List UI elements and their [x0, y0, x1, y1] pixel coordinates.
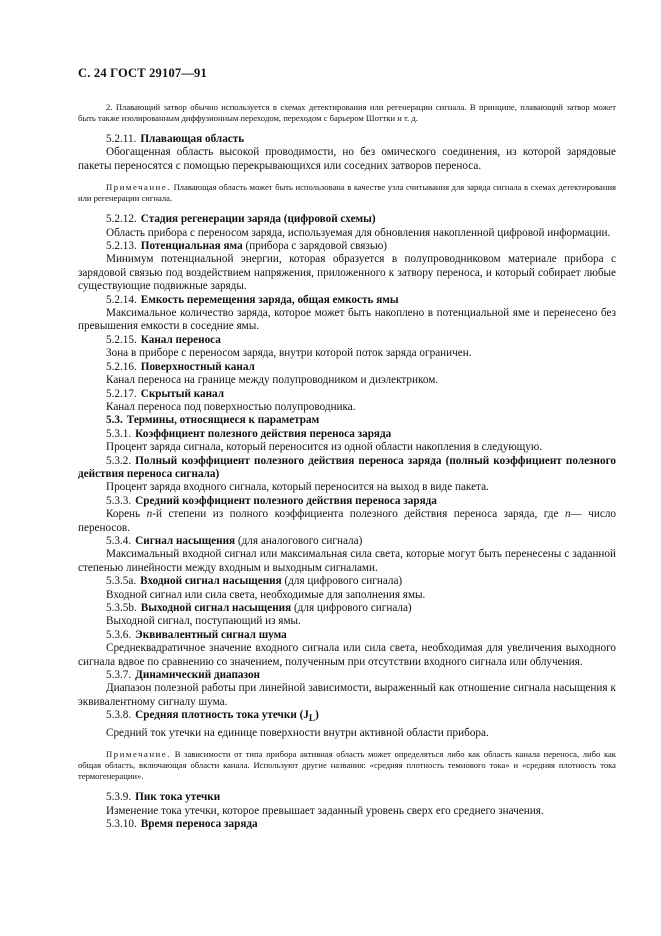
term-title: Средняя плотность тока утечки: [135, 709, 297, 722]
term-qualifier: (для цифрового сигнала): [281, 575, 403, 588]
term-title: Поверхностный канал: [140, 360, 255, 373]
definition-5-2-16: Канал переноса на границе между полупроводником и диэлектриком.: [106, 374, 439, 387]
symbol-subscript: L: [308, 714, 316, 725]
definition-5-3-7: Диапазон полезной работы при линейной зависимости, выраженный как отношение сигнала насыщения к эквивалентному сигналу шума.: [78, 682, 616, 708]
term-5-3-8: [78, 709, 616, 727]
term-title: Эквивалентный сигнал шума: [135, 628, 287, 641]
term-title: Средний коэффициент полезного действия переноса заряда: [135, 494, 437, 507]
variable-n: n: [146, 508, 153, 521]
term-number: 5.3.8.: [106, 709, 132, 722]
term-number: 5.2.11.: [106, 133, 137, 145]
definition-5-3-1: Процент заряда сигнала, который переносится из одной области накопления в следующую.: [106, 441, 543, 454]
term-qualifier: (прибора с зарядовой связью): [242, 240, 388, 253]
definition-5-3-5a: Входной сигнал или сила света, необходимые для заполнения ямы.: [106, 588, 426, 601]
variable-n: n: [564, 508, 571, 521]
term-title: Время переноса заряда: [140, 818, 258, 831]
term-5-2-12: [78, 213, 616, 226]
term-5-3-6: [78, 629, 616, 642]
note-label: Примечание.: [106, 749, 172, 760]
definition-5-3-9: Изменение тока утечки, которое превышает заданный уровень сверх его среднего значения.: [106, 804, 544, 817]
note-floating-gate: 2. Плавающий затвор обычно используется в схемах детектирования или регенерации сигнала. В принципе, плавающий затвор может быть также изолированным диффузионным переходом, переходом с барьером Шоттки и т. д.: [78, 102, 616, 123]
term-title: Потенциальная яма: [140, 240, 243, 253]
term-5-3-1: [78, 428, 616, 441]
term-5-3-5b: [78, 602, 616, 615]
term-title: Скрытый канал: [140, 387, 225, 400]
term-5-3-7: [78, 669, 616, 682]
term-5-3-2: [78, 455, 616, 482]
term-number: 5.3.10.: [106, 818, 137, 831]
term-number: 5.2.13.: [106, 240, 137, 253]
term-title: Стадия регенерации заряда (цифровой схемы): [140, 213, 376, 226]
term-5-2-11: [78, 133, 616, 146]
note-label: Примечание.: [106, 182, 172, 193]
definition-text: Корень: [106, 508, 147, 521]
term-title: Динамический диапазон: [135, 669, 260, 682]
term-number: 5.2.14.: [106, 293, 137, 306]
term-title: Выходной сигнал насыщения: [140, 602, 292, 614]
section-5-3-heading: [78, 414, 616, 427]
term-number: 5.3.5a.: [106, 575, 137, 588]
term-5-2-17: [78, 388, 616, 401]
page-header: С. 24 ГОСТ 29107—91: [78, 66, 207, 80]
term-title: Полный коэффициент полезного действия переноса заряда (полный коэффициент полезного действия переноса сигнала): [78, 454, 616, 480]
term-qualifier: (для цифрового сигнала): [291, 602, 412, 614]
term-number: 5.3.5b.: [106, 602, 137, 614]
note-floating-area: [78, 182, 616, 204]
term-title: Плавающая область: [140, 133, 245, 145]
definition-5-3-8: Средний ток утечки на единице поверхности внутри активной области прибора.: [106, 726, 489, 739]
term-number: 5.3.1.: [106, 427, 132, 440]
term-qualifier: (для аналогового сигнала): [235, 534, 363, 547]
term-title: Коэффициент полезного действия переноса заряда: [135, 427, 392, 440]
definition-5-2-12: Область прибора с переносом заряда, используемая для обновления накопленной цифровой информации.: [106, 226, 611, 239]
section-title: Термины, относящиеся к параметрам: [126, 414, 320, 427]
term-5-3-10: [78, 818, 616, 831]
definition-5-3-5b: Выходной сигнал, поступающий из ямы.: [106, 615, 301, 628]
term-5-3-3: [78, 495, 616, 508]
term-5-3-4: [78, 535, 616, 548]
term-number: 5.3.9.: [106, 791, 132, 804]
term-number: 5.2.15.: [106, 333, 137, 346]
definition-text: — число переносов.: [78, 508, 616, 534]
term-5-2-16: [78, 361, 616, 374]
definition-5-3-4: Максимальный входной сигнал или максимальная сила света, которые могут быть перенесены с заданной степенью линейности между входным и выходным сигналами.: [78, 548, 616, 574]
term-number: 5.3.3.: [106, 494, 132, 507]
definition-text: -й степени из полного коэффициента полезного действия переноса заряда, где: [152, 508, 565, 521]
note-text: В зависимости от типа прибора активная область может определяться либо как область канала переноса, либо как общая область, включающая области канала. Используют другие названия: «средняя плотность темнового тока» и «средняя плотность тока термогенерации».: [78, 749, 616, 782]
term-number: 5.2.16.: [106, 360, 137, 373]
term-5-2-15: [78, 334, 616, 347]
term-number: 5.3.2.: [106, 454, 132, 467]
definition-5-3-2: Процент заряда входного сигнала, который переносится на выход в виде пакета.: [106, 481, 489, 494]
term-number: 5.2.17.: [106, 387, 137, 400]
term-title: Пик тока утечки: [135, 791, 221, 804]
definition-5-2-15: Зона в приборе с переносом заряда, внутри которой поток заряда ограничен.: [106, 347, 472, 360]
definition-5-2-13: Минимум потенциальной энергии, которая образуется в полупроводниковом материале прибора с зарядовой связью под воздействием напряжения, приложенного к затвору переноса, и который собирает любые существующие подвижные заряды.: [78, 253, 616, 293]
definition-5-3-6: Среднеквадратичное значение входного сигнала или сила света, необходимая для увеличения выходного сигнала вдвое по сравнению со значением, полученным при отсутствии входного сигнала или облучения.: [78, 642, 616, 668]
definition-5-3-3: [78, 508, 616, 535]
term-title: Сигнал насыщения: [135, 534, 236, 547]
note-text: Плавающая область может быть использована в качестве узла считывания для заряда сигнала в схемах детектирования или регенерации сигнала.: [78, 182, 616, 204]
term-title: Входной сигнал насыщения: [140, 575, 282, 588]
term-5-3-5a: [78, 575, 616, 588]
definition-5-2-14: Максимальное количество заряда, которое может быть накоплено в потенциальной яме и перенесено без превышения емкости в соседние ямы.: [78, 307, 616, 333]
term-5-2-13: [78, 240, 616, 253]
definition-5-2-17: Канал переноса под поверхностью полупроводника.: [106, 400, 356, 413]
term-number: 5.2.12.: [106, 213, 137, 226]
term-title: Канал переноса: [140, 333, 221, 346]
term-5-3-9: [78, 791, 616, 804]
symbol-open: (J: [296, 709, 309, 722]
section-number: 5.3.: [106, 414, 123, 427]
term-title: Емкость перемещения заряда, общая емкость ямы: [140, 293, 399, 306]
note-leakage: [78, 749, 616, 782]
document-page: [78, 66, 616, 832]
symbol-close: ): [315, 709, 319, 722]
definition-5-2-11: Обогащенная область высокой проводимости, но без омического соединения, из которой зарядовые пакеты переносятся с помощью перекрывающихся или соседних затворов переноса.: [78, 146, 616, 172]
term-number: 5.3.6.: [106, 628, 132, 641]
term-5-2-14: [78, 294, 616, 307]
term-number: 5.3.7.: [106, 669, 132, 682]
term-number: 5.3.4.: [106, 534, 132, 547]
